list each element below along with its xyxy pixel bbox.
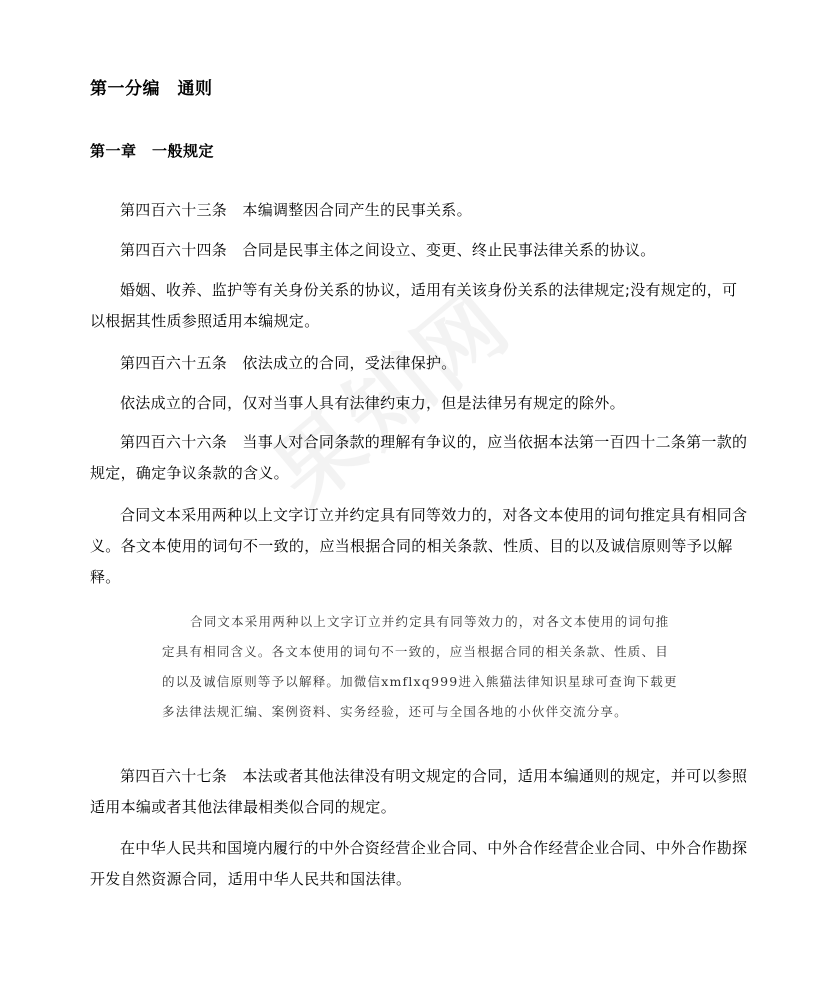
article-466-para-2: 合同文本采用两种以上文字订立并约定具有同等效力的，对各文本使用的词句推定具有相同含义。各文本使用的词句不一致的，应当根据合同的相关条款、性质、目的以及诚信原则等予以解释。	[90, 506, 748, 586]
article-465-para-2: 依法成立的合同，仅对当事人具有法律约束力，但是法律另有规定的除外。	[120, 394, 625, 412]
article-463: 第四百六十三条 本编调整因合同产生的民事关系。	[120, 201, 472, 219]
article-466: 第四百六十六条 当事人对合同条款的理解有争议的，应当依据本法第一百四十二条第一款的规定，确定争议条款的含义。	[90, 433, 748, 482]
article-464: 第四百六十四条 合同是民事主体之间设立、变更、终止民事法律关系的协议。	[120, 241, 656, 259]
article-464-para-2: 婚姻、收养、监护等有关身份关系的协议，适用有关该身份关系的法律规定;没有规定的，可以根据其性质参照适用本编规定。	[90, 281, 738, 330]
article-465: 第四百六十五条 依法成立的合同，受法律保护。	[120, 354, 457, 372]
article-467: 第四百六十七条 本法或者其他法律没有明文规定的合同，适用本编通则的规定，并可以参照适用本编或者其他法律最相类似合同的规定。	[90, 767, 748, 816]
part-title: 第一分编 通则	[90, 79, 213, 99]
chapter-title: 第一章 一般规定	[90, 142, 215, 160]
embedded-note: 合同文本采用两种以上文字订立并约定具有同等效力的，对各文本使用的词句推定具有相同含义。各文本使用的词句不一致的，应当根据合同的相关条款、性质、目的以及诚信原则等予以解释。加微信xmflxq999进入熊猫法律知识星球可查询下载更多法律法规汇编、案例资料、实务经验，还可与全国各地的小伙伴交流分享。	[162, 614, 678, 719]
article-467-para-2: 在中华人民共和国境内履行的中外合资经营企业合同、中外合作经营企业合同、中外合作勘探开发自然资源合同，适用中华人民共和国法律。	[90, 839, 748, 888]
